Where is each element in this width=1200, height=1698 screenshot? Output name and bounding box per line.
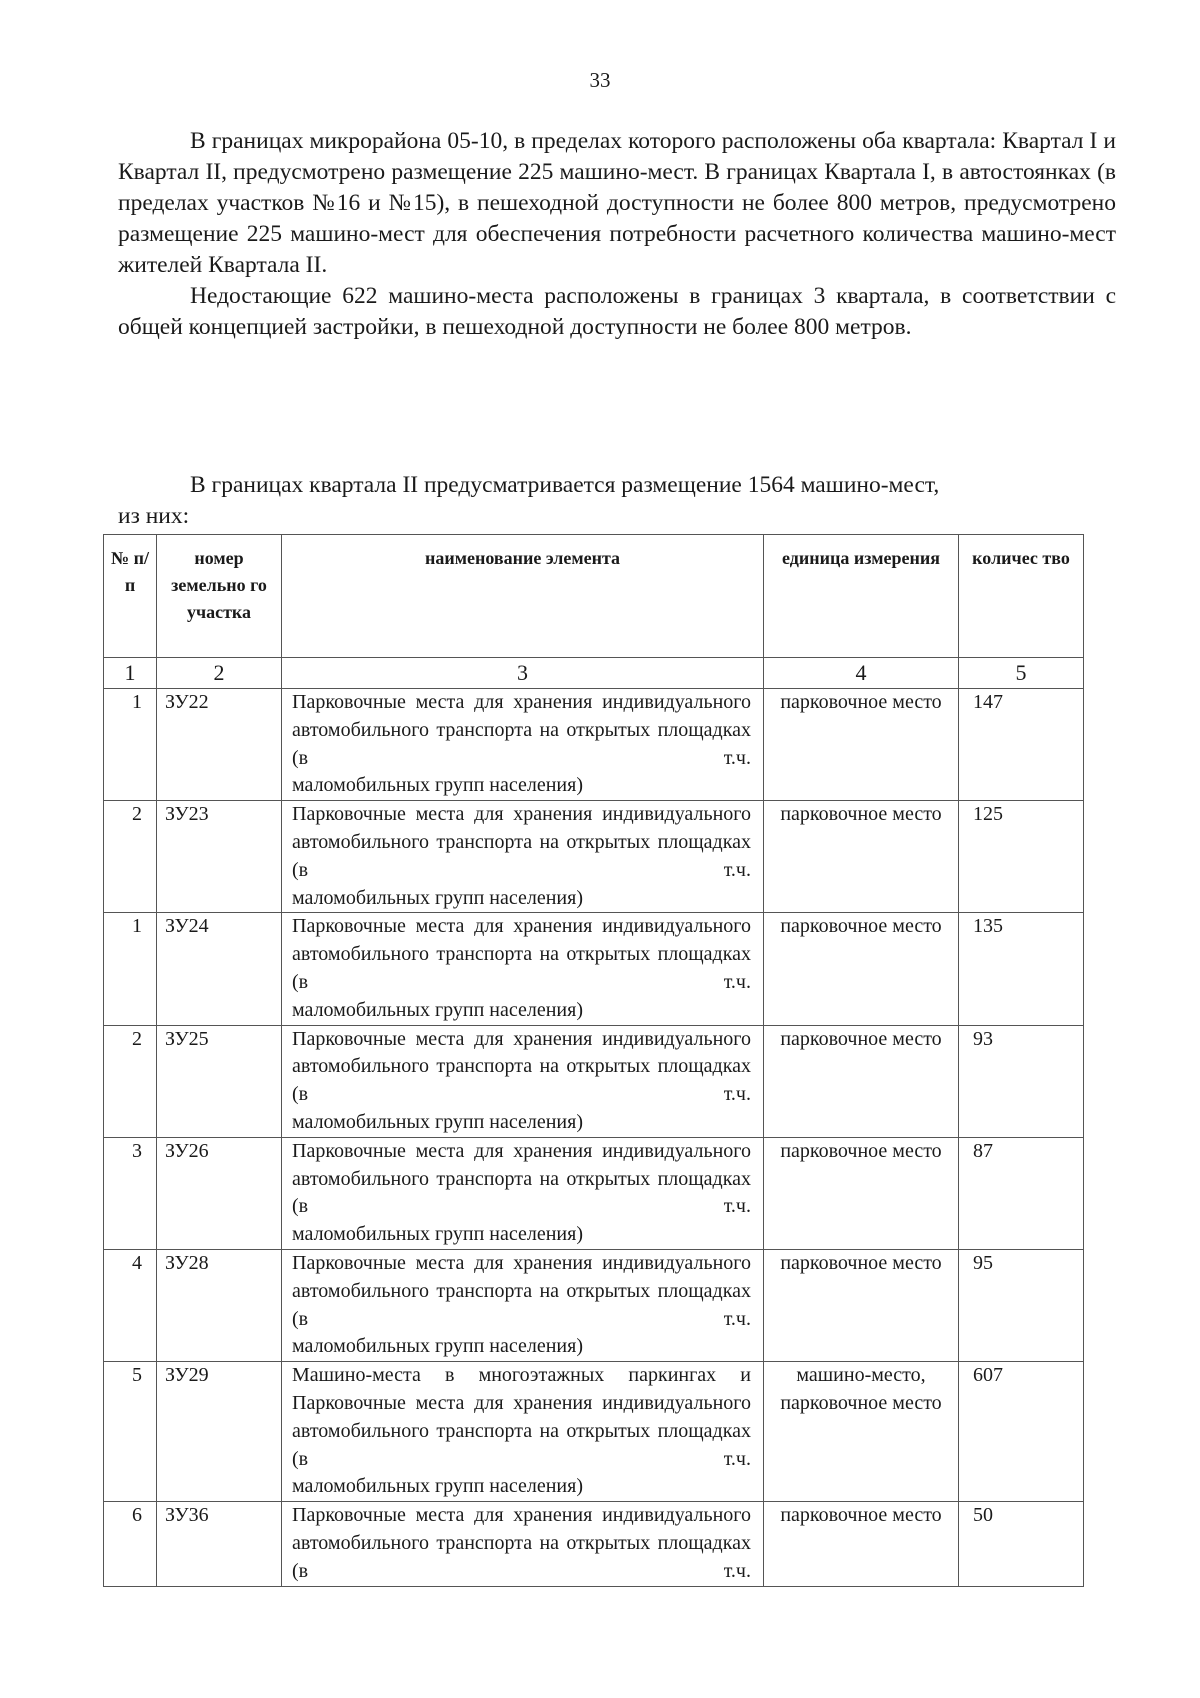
body-text: [118, 126, 1116, 343]
index-cell: 4: [764, 658, 959, 689]
row-element-name: [282, 689, 764, 801]
row-name-main: Парковочные места для хранения индивидуального автомобильного транспорта на открытых площадках (в т.ч.: [292, 915, 751, 993]
paragraph-2: Недостающие 622 машино-места расположены в границах 3 квартала, в соответствии с общей концепцией застройки, в пешеходной доступности не более 800 метров.: [118, 283, 1116, 340]
row-unit: парковочное место: [764, 913, 959, 1025]
row-plot: ЗУ36: [157, 1502, 282, 1586]
row-number: 1: [104, 913, 157, 1025]
row-number: 3: [104, 1137, 157, 1249]
row-name-main: Машино-места в многоэтажных паркингах и Парковочные места для хранения индивидуального автомобильного транспорта на открытых площадках (в т.ч.: [292, 1364, 751, 1470]
row-number: 5: [104, 1362, 157, 1502]
row-element-name: [282, 913, 764, 1025]
row-quantity: 87: [959, 1137, 1084, 1249]
header-plot: номер земельно го участка: [157, 535, 282, 658]
row-element-name: [282, 1362, 764, 1502]
row-quantity: 93: [959, 1025, 1084, 1137]
paragraph-1: В границах микрорайона 05-10, в пределах которого расположены оба квартала: Квартал I и Квартал II, предусмотрено размещение 225 машино-мест. В границах Квартала I, в автостоянках (в пределах участков №16 и №15), в пешеходной доступности не более 800 метров, предусмотрено размещение 225 машино-мест для обеспечения потребности расчетного количества машино-мест жителей Квартала II.: [118, 128, 1116, 278]
row-plot: ЗУ23: [157, 801, 282, 913]
row-name-last: маломобильных групп населения): [292, 998, 583, 1021]
header-number: № п/ п: [104, 535, 157, 658]
header-unit: единица измерения: [764, 535, 959, 658]
row-unit: парковочное место: [764, 801, 959, 913]
row-number: 2: [104, 801, 157, 913]
row-name-main: Парковочные места для хранения индивидуального автомобильного транспорта на открытых площадках (в т.ч.: [292, 1251, 751, 1330]
index-cell: 1: [104, 658, 157, 689]
row-element-name: [282, 801, 764, 913]
table-row: [104, 1025, 1084, 1137]
row-plot: ЗУ26: [157, 1137, 282, 1249]
row-plot: ЗУ29: [157, 1362, 282, 1502]
table-row: [104, 801, 1084, 913]
table-row: [104, 913, 1084, 1025]
row-element-name: [282, 1025, 764, 1137]
row-name-last: маломобильных групп населения): [292, 1475, 583, 1498]
row-unit: парковочное место: [764, 1249, 959, 1361]
index-cell: 2: [157, 658, 282, 689]
row-quantity: 147: [959, 689, 1084, 801]
row-name-last: маломобильных групп населения): [292, 1223, 583, 1246]
table-index-row: [104, 658, 1084, 689]
row-plot: ЗУ24: [157, 913, 282, 1025]
index-cell: 5: [959, 658, 1084, 689]
index-cell: 3: [282, 658, 764, 689]
row-plot: ЗУ25: [157, 1025, 282, 1137]
row-name-last: маломобильных групп населения): [292, 1110, 583, 1133]
row-name-last: маломобильных групп населения): [292, 1335, 583, 1358]
row-quantity: 50: [959, 1502, 1084, 1586]
row-name-main: Парковочные места для хранения индивидуального автомобильного транспорта на открытых площадках (в т.ч.: [292, 1027, 751, 1106]
table-row: [104, 1249, 1084, 1361]
row-number: 2: [104, 1025, 157, 1137]
header-quantity: количес тво: [959, 535, 1084, 658]
row-number: 4: [104, 1249, 157, 1361]
row-unit: парковочное место: [764, 1502, 959, 1586]
row-name-main: Парковочные места для хранения индивидуального автомобильного транспорта на открытых площадках (в т.ч.: [292, 1504, 751, 1582]
table-row: [104, 1502, 1084, 1586]
row-element-name: [282, 1502, 764, 1586]
page-number: 33: [589, 68, 611, 92]
row-unit: парковочное место: [764, 1137, 959, 1249]
table-intro-line1: В границах квартала II предусматривается размещение 1564 машино-мест,: [190, 472, 940, 498]
row-quantity: 95: [959, 1249, 1084, 1361]
row-unit: парковочное место: [764, 1025, 959, 1137]
row-unit: машино-место, парковочное место: [764, 1362, 959, 1502]
row-element-name: [282, 1137, 764, 1249]
table-row: [104, 1362, 1084, 1502]
header-element-name: наименование элемента: [282, 535, 764, 658]
row-name-last: маломобильных групп населения): [292, 774, 583, 797]
row-name-main: Парковочные места для хранения индивидуального автомобильного транспорта на открытых площадках (в т.ч.: [292, 691, 751, 769]
row-name-main: Парковочные места для хранения индивидуального автомобильного транспорта на открытых площадках (в т.ч.: [292, 803, 751, 881]
table-intro: [118, 470, 1116, 532]
row-name-main: Парковочные места для хранения индивидуального автомобильного транспорта на открытых площадках (в т.ч.: [292, 1139, 751, 1218]
row-unit: парковочное место: [764, 689, 959, 801]
parking-table: [103, 534, 1084, 1587]
row-number: 6: [104, 1502, 157, 1586]
row-plot: ЗУ22: [157, 689, 282, 801]
table-intro-line2: из них:: [118, 503, 190, 529]
row-quantity: 125: [959, 801, 1084, 913]
row-plot: ЗУ28: [157, 1249, 282, 1361]
row-number: 1: [104, 689, 157, 801]
table-row: [104, 1137, 1084, 1249]
row-name-last: маломобильных групп населения): [292, 886, 583, 909]
table-header-row: [104, 535, 1084, 658]
row-element-name: [282, 1249, 764, 1361]
row-quantity: 135: [959, 913, 1084, 1025]
row-quantity: 607: [959, 1362, 1084, 1502]
table-row: [104, 689, 1084, 801]
